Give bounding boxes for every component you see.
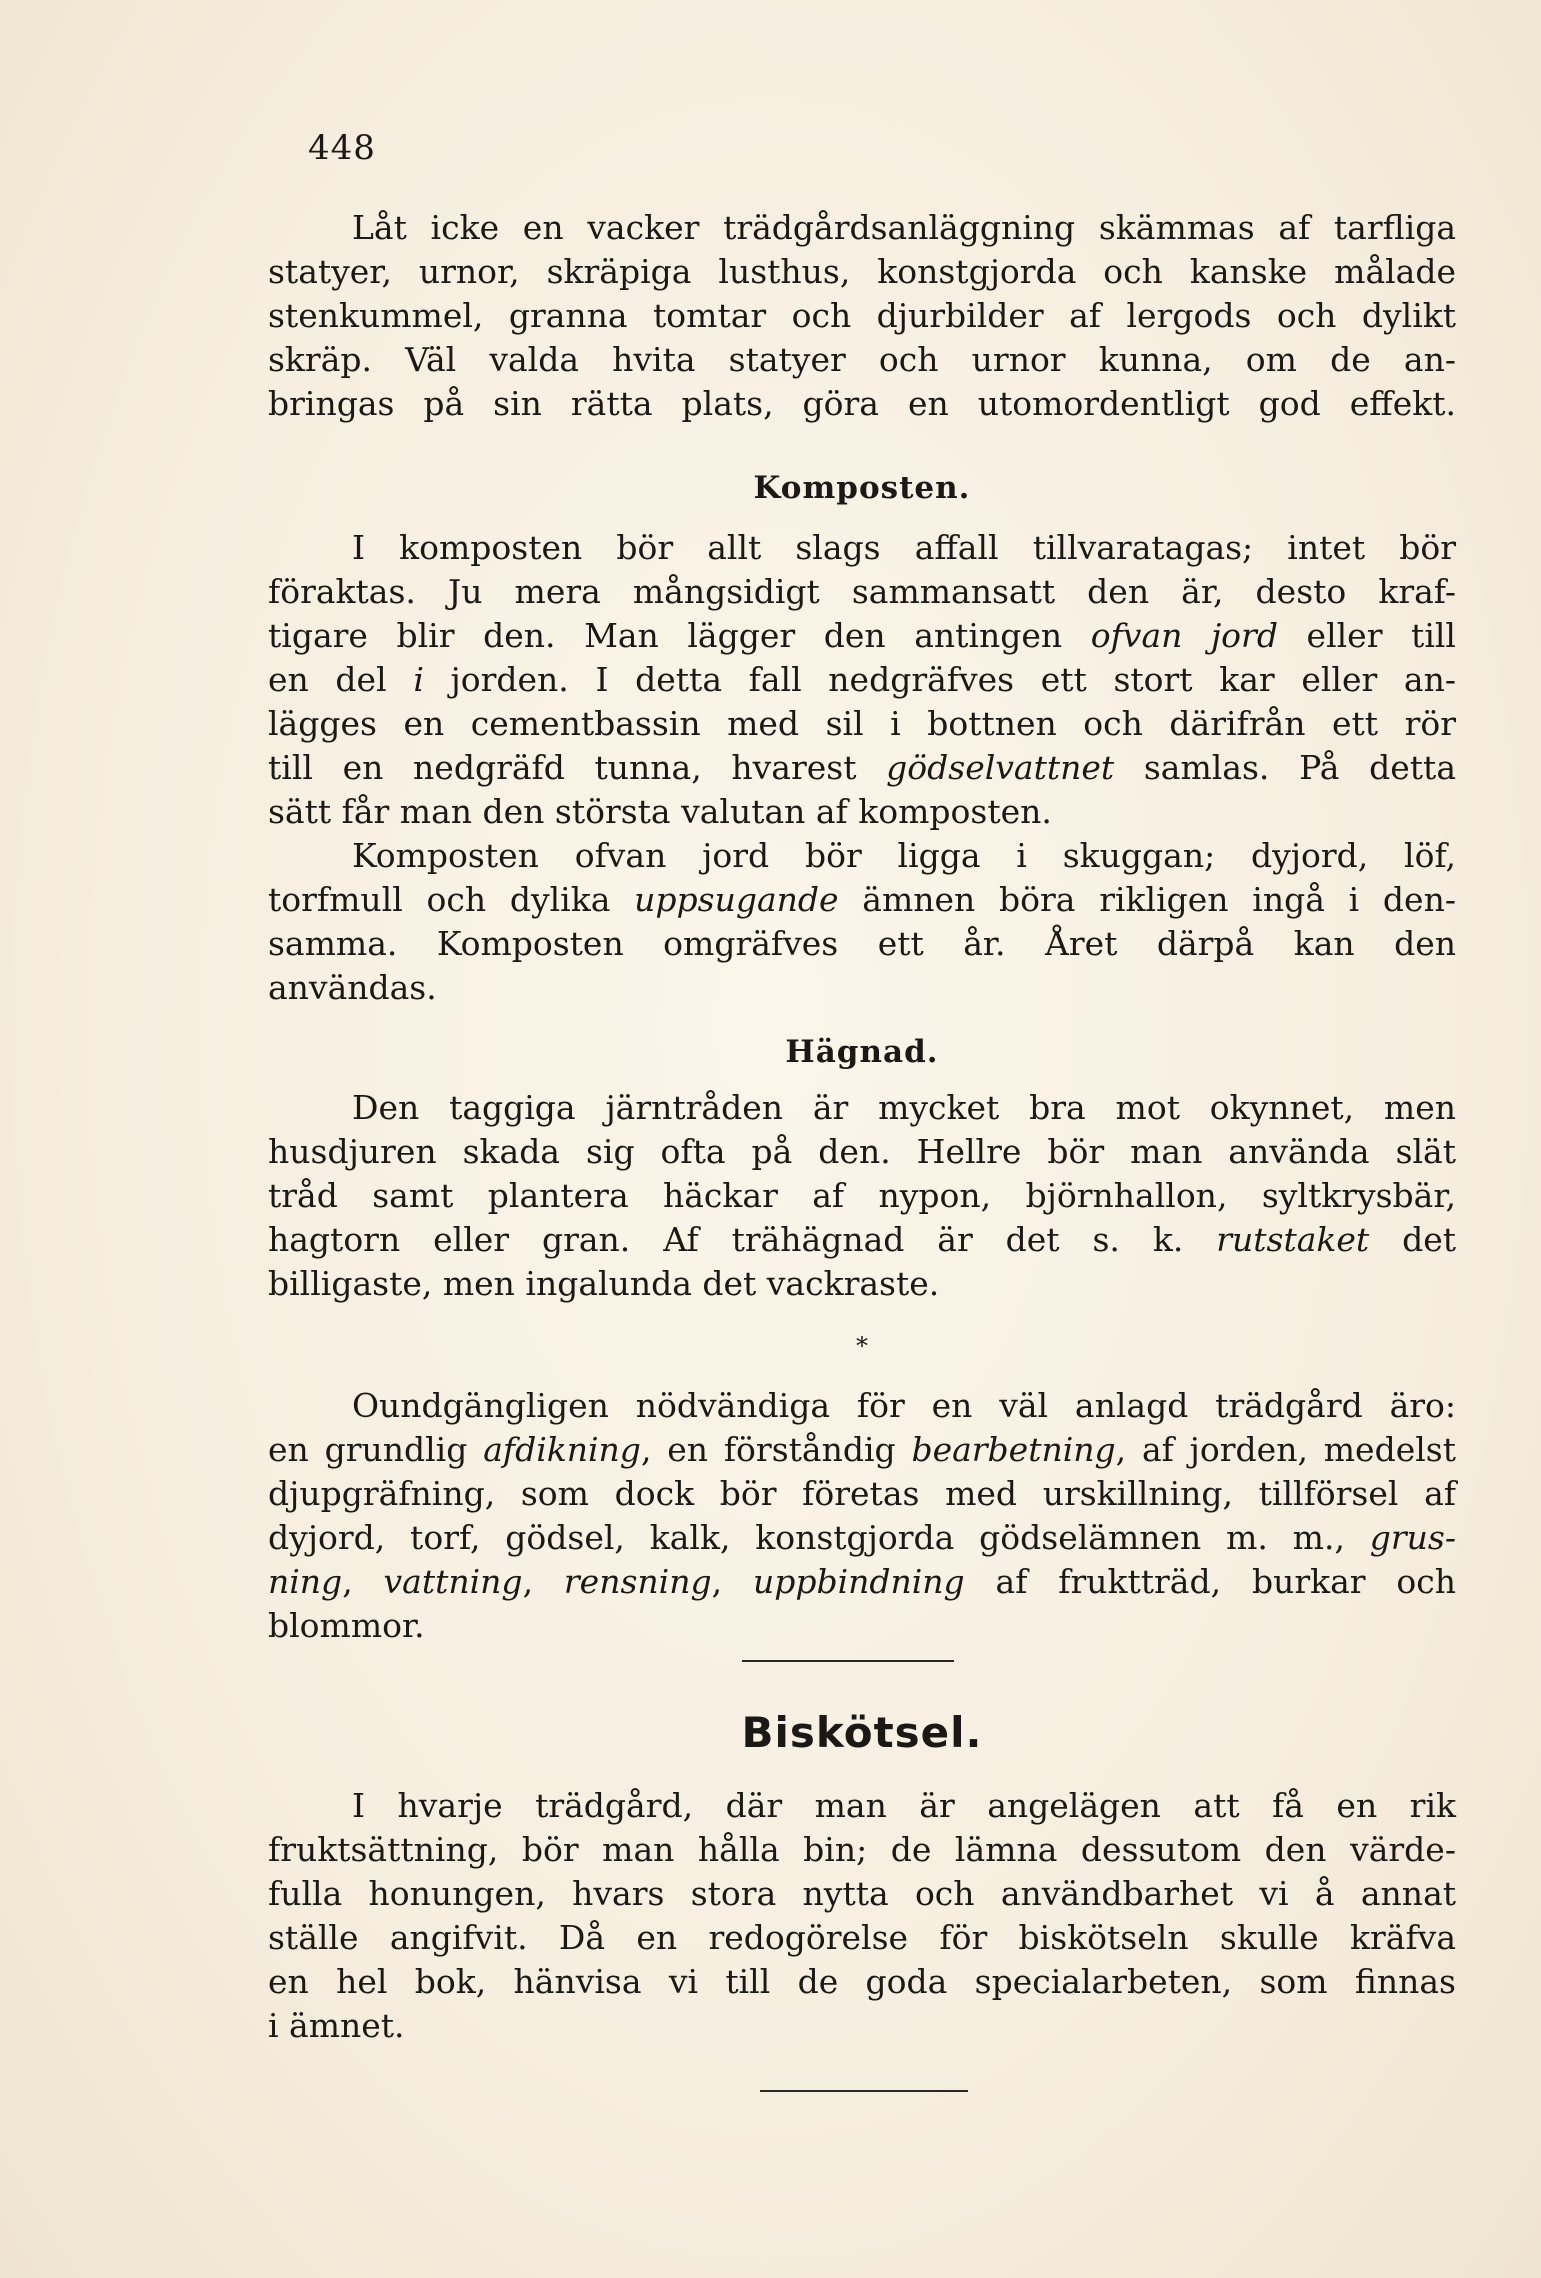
italic-term: gödselvattnet: [886, 748, 1115, 787]
text-line: fruktsättning, bör man hålla bin; de lämna dessutom den värde-: [268, 1830, 1456, 1869]
section-heading-komposten: Komposten.: [753, 470, 971, 506]
text-line: Den taggiga järntråden är mycket bra mot okynnet, men: [352, 1088, 1456, 1127]
text-line: en grundlig afdikning, en förståndig bearbetning, af jorden, medelst: [268, 1430, 1456, 1469]
text-line: I hvarje trädgård, där man är angelägen att få en rik: [352, 1786, 1456, 1825]
chapter-heading-biskotsel: Biskötsel.: [741, 1708, 983, 1757]
text-line: lägges en cementbassin med sil i bottnen och därifrån ett rör: [268, 704, 1456, 743]
text-line: hagtorn eller gran. Af trähägnad är det s. k. rutstaket det: [268, 1220, 1456, 1259]
text-line: husdjuren skada sig ofta på den. Hellre bör man använda slät: [268, 1132, 1456, 1171]
text-line: Oundgängligen nödvändiga för en väl anlagd trädgård äro:: [352, 1386, 1456, 1425]
text-line: ställe angifvit. Då en redogörelse för biskötseln skulle kräfva: [268, 1918, 1456, 1957]
italic-term: ning: [268, 1562, 343, 1601]
text-line: Komposten ofvan jord bör ligga i skuggan; dyjord, löf,: [352, 836, 1456, 875]
text-line: djupgräfning, som dock bör företas med urskillning, tillförsel af: [268, 1474, 1456, 1513]
biskotsel-paragraph: [268, 1784, 1456, 2048]
text-line: billigaste, men ingalunda det vackraste.: [268, 1264, 940, 1303]
text-line: en hel bok, hänvisa vi till de goda specialarbeten, som finnas: [268, 1962, 1456, 2001]
text-line: fulla honungen, hvars stora nytta och användbarhet vi å annat: [268, 1874, 1456, 1913]
text-line: i ämnet.: [268, 2006, 405, 2045]
text-line: ning, vattning, rensning, uppbindning af fruktträd, burkar och: [268, 1562, 1456, 1601]
text-line: bringas på sin rätta plats, göra en utomordentligt god effekt.: [268, 384, 1456, 423]
italic-term: i: [413, 660, 424, 699]
text-line: dyjord, torf, gödsel, kalk, konstgjorda gödselämnen m. m., grus-: [268, 1518, 1456, 1557]
text-line: tråd samt plantera häckar af nypon, björnhallon, syltkrysbär,: [268, 1176, 1456, 1215]
text-line: en del i jorden. I detta fall nedgräfves ett stort kar eller an-: [268, 660, 1456, 699]
italic-term: uppbindning: [752, 1562, 965, 1601]
text-line: användas.: [268, 968, 437, 1007]
italic-term: rensning: [563, 1562, 712, 1601]
text-line: tigare blir den. Man lägger den antingen ofvan jord eller till: [268, 616, 1456, 655]
text-line: stenkummel, granna tomtar och djurbilder af lergods och dylikt: [268, 296, 1456, 335]
italic-term: grus-: [1369, 1518, 1456, 1557]
page-number: 448: [308, 128, 376, 168]
text-line: statyer, urnor, skräpiga lusthus, konstgjorda och kanske målade: [268, 252, 1456, 291]
text-line: till en nedgräfd tunna, hvarest gödselvattnet samlas. På detta: [268, 748, 1456, 787]
text-line: föraktas. Ju mera mångsidigt sammansatt den är, desto kraf-: [268, 572, 1456, 611]
text-line: samma. Komposten omgräfves ett år. Året därpå kan den: [268, 924, 1456, 963]
italic-term: ofvan jord: [1090, 616, 1278, 655]
italic-term: vattning: [383, 1562, 523, 1601]
section-heading-hagnad: Hägnad.: [785, 1034, 939, 1070]
text-line: skräp. Väl valda hvita statyer och urnor kunna, om de an-: [268, 340, 1456, 379]
text-line: torfmull och dylika uppsugande ämnen böra rikligen ingå i den-: [268, 880, 1456, 919]
italic-term: rutstaket: [1216, 1220, 1370, 1259]
italic-term: bearbetning: [911, 1430, 1116, 1469]
text-line: blommor.: [268, 1606, 425, 1645]
italic-term: uppsugande: [634, 880, 839, 919]
intro-paragraph: [268, 206, 1456, 426]
komposten-paragraph: [268, 526, 1456, 1010]
end-rule: [760, 2090, 968, 2092]
section-divider-rule: [742, 1660, 954, 1662]
asterisk-divider: *: [856, 1332, 868, 1360]
text-line: sätt får man den största valutan af komposten.: [268, 792, 1052, 831]
hagnad-paragraph: [268, 1086, 1456, 1306]
text-line: Låt icke en vacker trädgårdsanläggning skämmas af tarfliga: [352, 208, 1456, 247]
italic-term: afdikning: [483, 1430, 641, 1469]
necessities-paragraph: [268, 1384, 1456, 1648]
text-line: I komposten bör allt slags affall tillvaratagas; intet bör: [352, 528, 1456, 567]
